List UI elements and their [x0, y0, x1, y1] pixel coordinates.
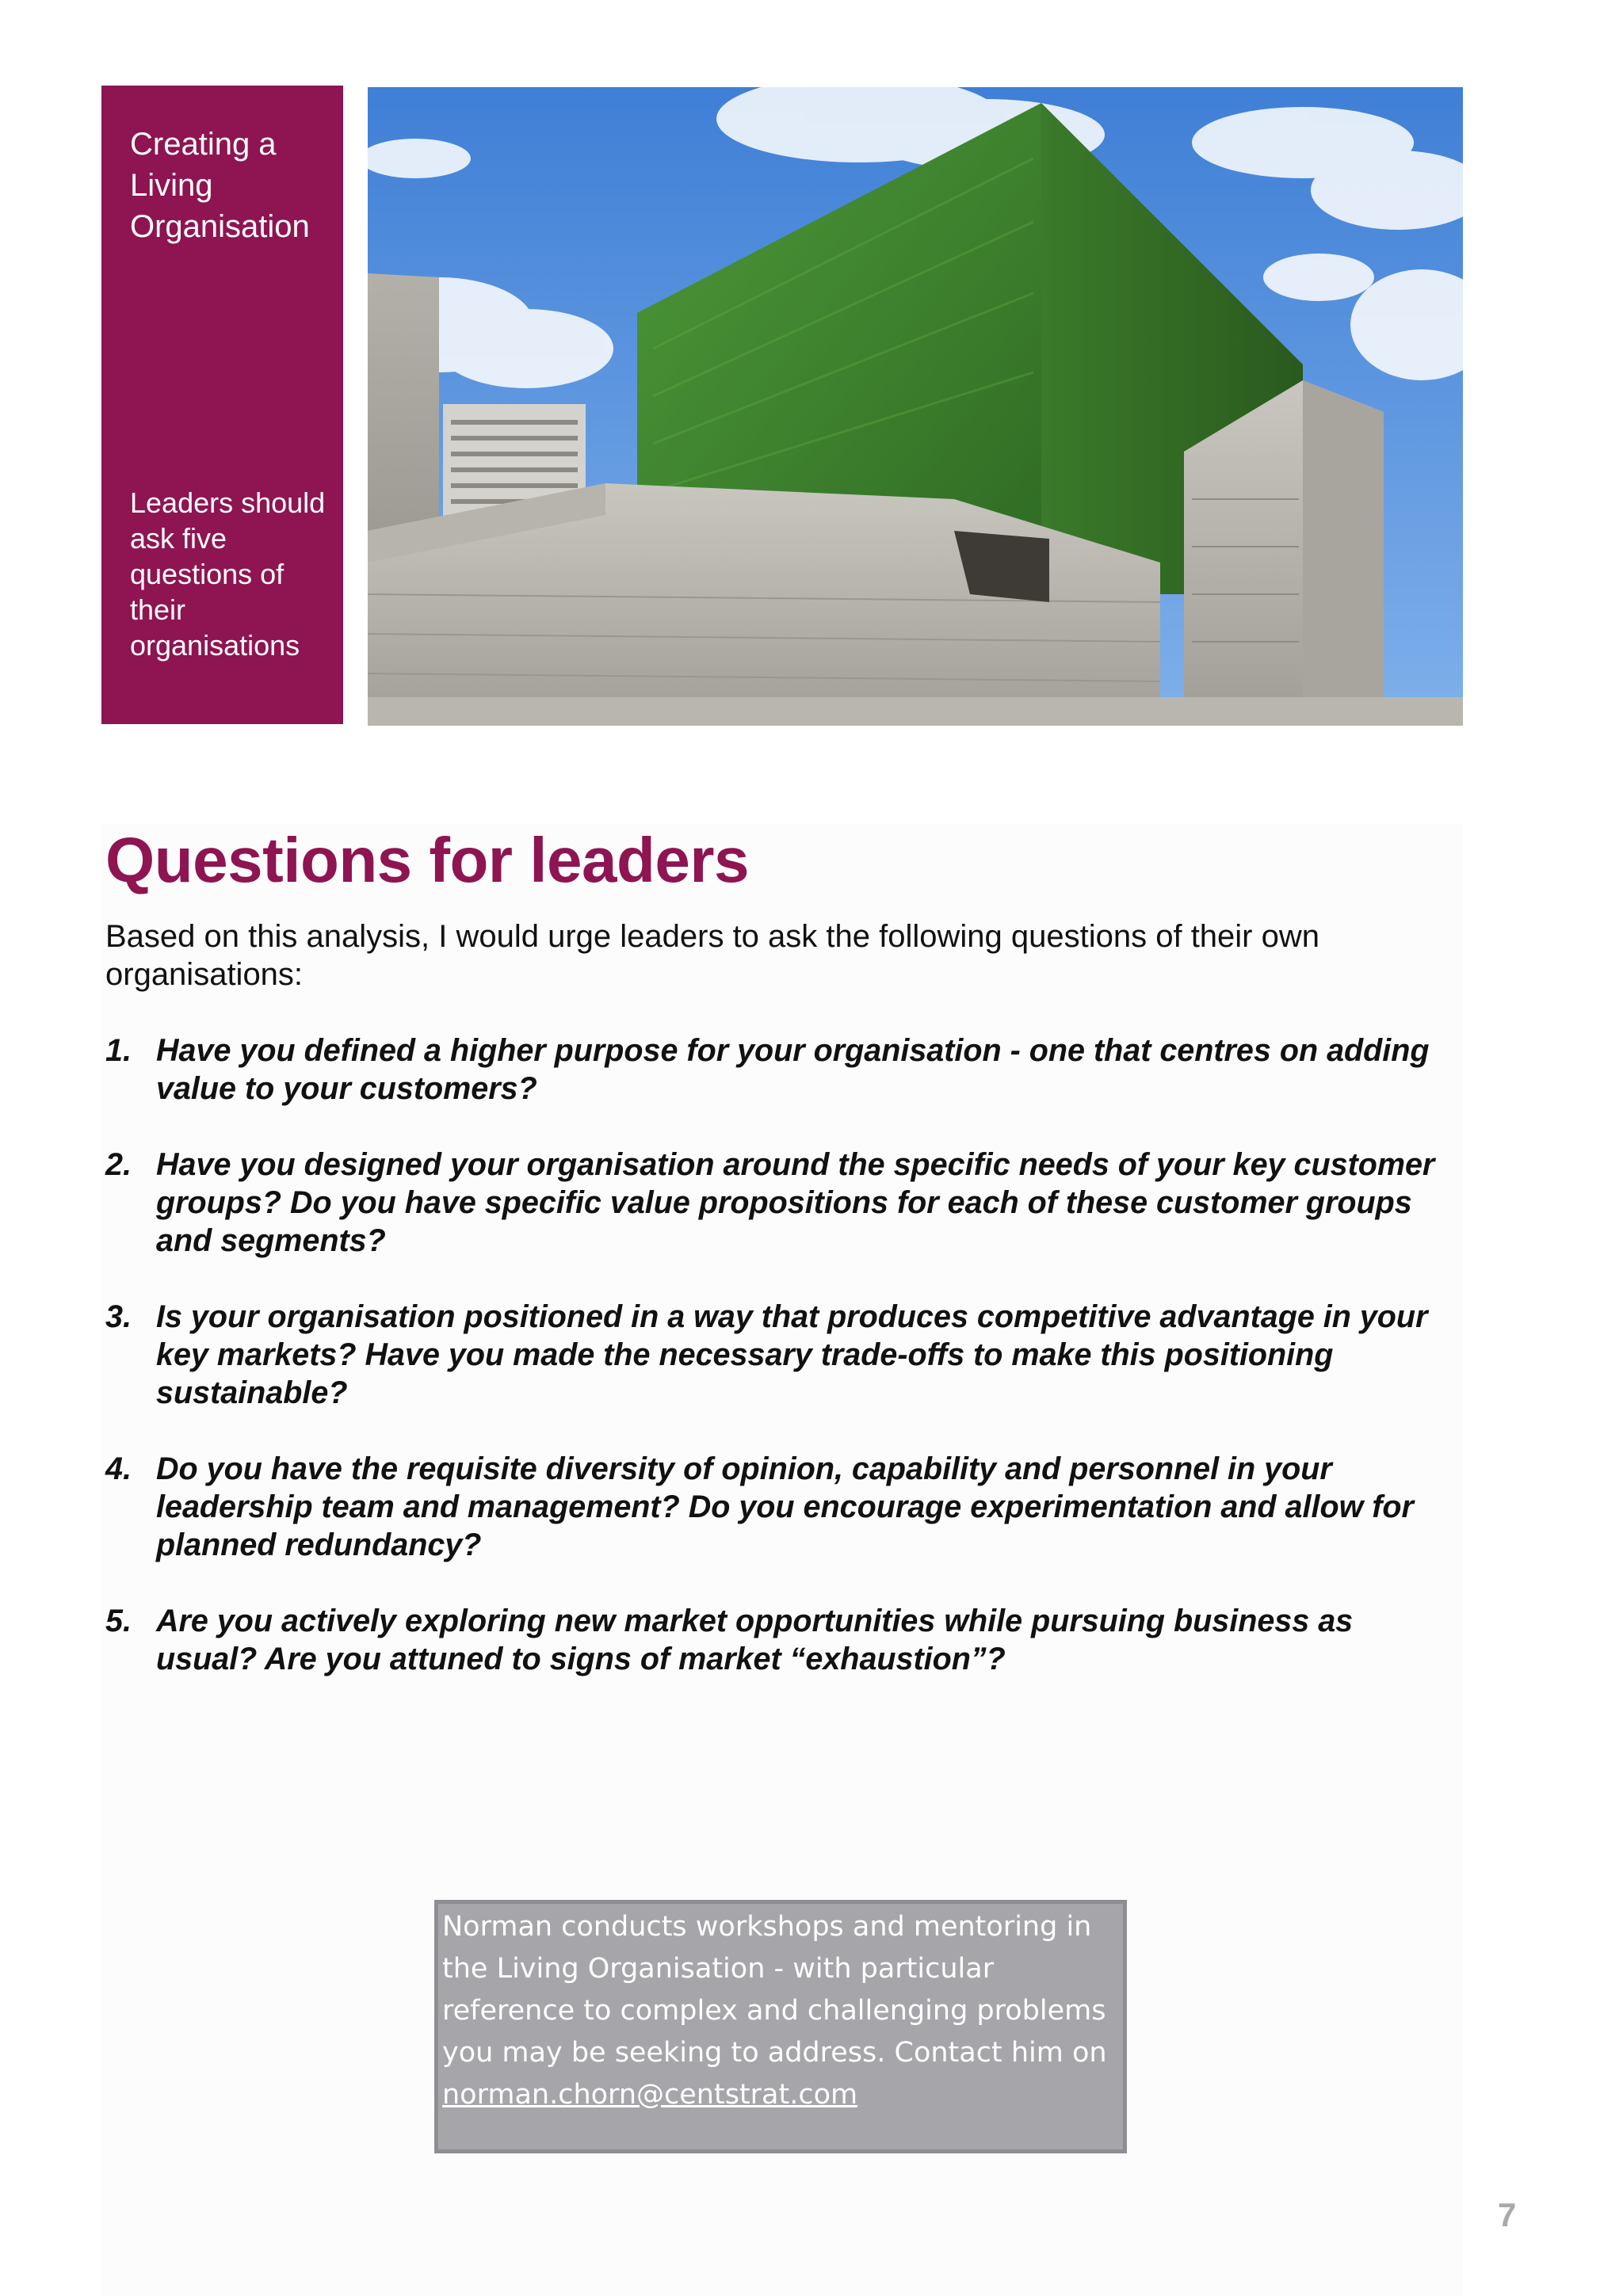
question-item: [105, 1602, 1453, 1678]
question-item: [105, 1032, 1453, 1108]
question-number: 1.: [105, 1033, 132, 1068]
question-item: [105, 1298, 1453, 1412]
question-text: Have you defined a higher purpose for your organisation - one that centres on adding value to your customers?: [156, 1033, 1430, 1106]
sidebar-title: Creating a Living Organisation: [130, 127, 310, 244]
questions-list: [105, 1032, 1453, 1716]
page-title: Questions for leaders: [105, 825, 749, 895]
question-number: 2.: [105, 1147, 132, 1182]
question-item: [105, 1146, 1453, 1260]
contact-box: [434, 1900, 1127, 2153]
question-item: [105, 1450, 1453, 1564]
question-text: Is your organisation positioned in a way that produces competitive advantage in your key markets? Have you made the necessary trade-offs to make this positioning sustainable?: [156, 1299, 1428, 1410]
question-text: Do you have the requisite diversity of opinion, capability and personnel in your leadership team and management? Do you encourage experimentation and allow for planned redundancy?: [156, 1451, 1414, 1562]
sidebar-note: Leaders should ask five questions of their organisations: [130, 486, 326, 662]
page-number: 7: [1498, 2196, 1517, 2233]
question-number: 3.: [105, 1299, 132, 1334]
question-text: Have you designed your organisation around the specific needs of your key customer groups? Do you have specific value propositions for each of these customer groups and segments?: [156, 1147, 1435, 1258]
contact-email-link[interactable]: norman.chorn@centstrat.com: [442, 2079, 858, 2111]
contact-text: Norman conducts workshops and mentoring in the Living Organisation - with particular reference to complex and challenging problems you may be seeking to address. Contact him on: [442, 1911, 1107, 2069]
intro-paragraph: Based on this analysis, I would urge leaders to ask the following questions of their own organisations:: [105, 919, 1319, 992]
building-photo: [368, 87, 1463, 726]
question-number: 5.: [105, 1604, 132, 1638]
building-illustration: [368, 87, 1463, 726]
sidebar-panel: [101, 86, 343, 724]
question-number: 4.: [105, 1451, 132, 1486]
question-text: Are you actively exploring new market opportunities while pursuing business as usual? Are you attuned to signs of market “exhaustion”?: [156, 1604, 1354, 1676]
